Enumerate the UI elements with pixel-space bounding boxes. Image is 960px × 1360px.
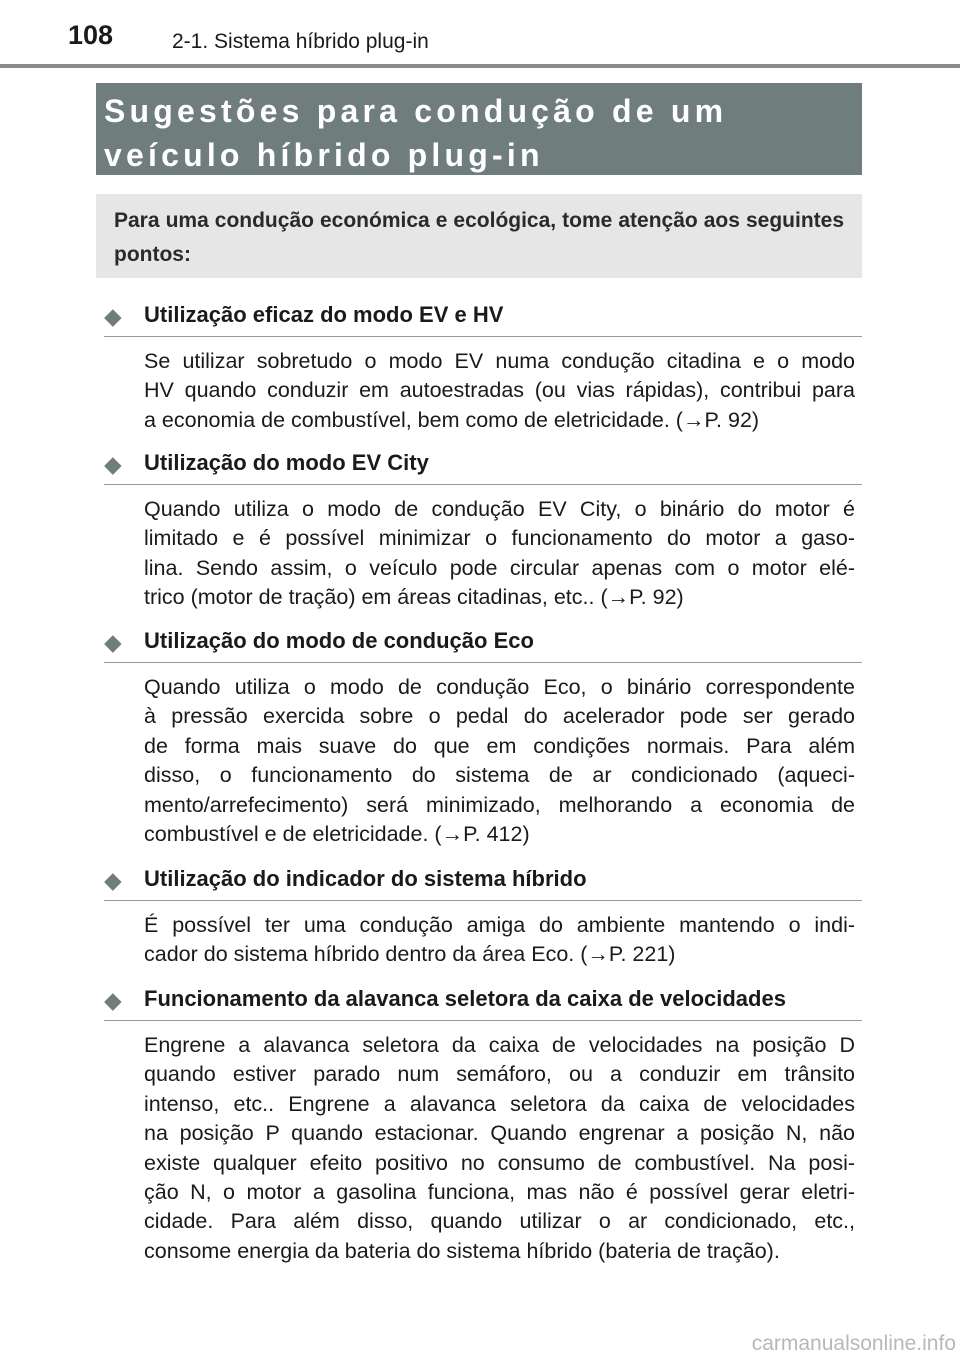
intro-box — [96, 194, 862, 278]
body-line: trico (motor de tração) em áreas citadinas, etc.. (→P. 92) — [144, 585, 684, 610]
chapter-header: 2-1. Sistema híbrido plug-in — [172, 30, 429, 53]
section-body — [144, 673, 855, 849]
body-line: HV quando conduzir em autoestradas (ou vias rápidas), contribui para — [144, 378, 855, 403]
diamond-bullet-icon: ◆ — [104, 867, 122, 893]
section-3 — [104, 626, 862, 849]
intro-text: Para uma condução económica e ecológica, tome atenção aos seguintes pontos: — [114, 209, 844, 266]
body-line: ção N, o motor a gasolina funciona, mas não é possível gerar eletri- — [144, 1179, 855, 1204]
body-line: intenso, etc.. Engrene a alavanca seletora da caixa de velocidades — [144, 1091, 855, 1116]
body-line: Se utilizar sobretudo o modo EV numa condução citadina e o modo — [144, 349, 855, 373]
body-line: lina. Sendo assim, o veículo pode circular apenas com o motor elé- — [144, 555, 855, 580]
body-line: combustível e de eletricidade. (→P. 412) — [144, 821, 530, 846]
section-5 — [104, 984, 862, 1266]
section-title: Utilização do modo EV City — [144, 450, 429, 475]
section-1 — [104, 300, 862, 435]
body-line: cidade. Para além disso, quando utilizar o ar condicionado, etc., — [144, 1209, 855, 1234]
header-rule — [0, 64, 960, 68]
section-body — [144, 911, 855, 970]
diamond-bullet-icon: ◆ — [104, 451, 122, 477]
diamond-bullet-icon: ◆ — [104, 629, 122, 655]
page-number: 108 — [68, 20, 114, 50]
body-line: Engrene a alavanca seletora da caixa de velocidades na posição D — [144, 1033, 855, 1057]
section-title: Funcionamento da alavanca seletora da caixa de velocidades — [144, 986, 786, 1011]
body-line: Quando utiliza o modo de condução Eco, o binário correspondente — [144, 675, 855, 699]
section-heading — [104, 300, 862, 337]
body-line: à pressão exercida sobre o pedal do acelerador pode ser gerado — [144, 704, 855, 729]
body-line: a economia de combustível, bem como de eletricidade. (→P. 92) — [144, 407, 760, 432]
body-line: limitado e é possível minimizar o funcionamento do motor a gaso- — [144, 526, 855, 551]
section-4 — [104, 864, 862, 970]
section-heading — [104, 626, 862, 663]
section-2 — [104, 448, 862, 613]
page-title: Sugestões para condução de um veículo híbrido plug-in — [104, 93, 728, 173]
section-heading — [104, 864, 862, 901]
body-line: cador do sistema híbrido dentro da área Eco. (→P. 221) — [144, 942, 676, 967]
body-line: Quando utiliza o modo de condução EV City, o binário do motor é — [144, 497, 855, 521]
body-line: consome energia da bateria do sistema híbrido (bateria de tração). — [144, 1238, 780, 1263]
body-line: É possível ter uma condução amiga do ambiente mantendo o indi- — [144, 913, 855, 937]
body-line: de forma mais suave do que em condições normais. Para além — [144, 733, 855, 758]
section-body — [144, 347, 855, 435]
diamond-bullet-icon: ◆ — [104, 987, 122, 1013]
title-box — [96, 83, 862, 175]
body-line: disso, o funcionamento do sistema de ar condicionado (aqueci- — [144, 763, 855, 788]
body-line: quando estiver parado num semáforo, ou a conduzir em trânsito — [144, 1062, 855, 1087]
body-line: mento/arrefecimento) será minimizado, melhorando a economia de — [144, 792, 855, 817]
body-line: na posição P quando estacionar. Quando engrenar a posição N, não — [144, 1121, 855, 1146]
section-title: Utilização do modo de condução Eco — [144, 628, 534, 653]
section-heading — [104, 448, 862, 485]
diamond-bullet-icon: ◆ — [104, 303, 122, 329]
watermark: carmanualsonline.info — [751, 1332, 956, 1355]
body-line: existe qualquer efeito positivo no consumo de combustível. Na posi- — [144, 1150, 855, 1175]
section-body — [144, 1031, 855, 1266]
section-title: Utilização do indicador do sistema híbrido — [144, 866, 587, 891]
section-body — [144, 495, 855, 613]
section-title: Utilização eficaz do modo EV e HV — [144, 302, 504, 327]
section-heading — [104, 984, 862, 1021]
